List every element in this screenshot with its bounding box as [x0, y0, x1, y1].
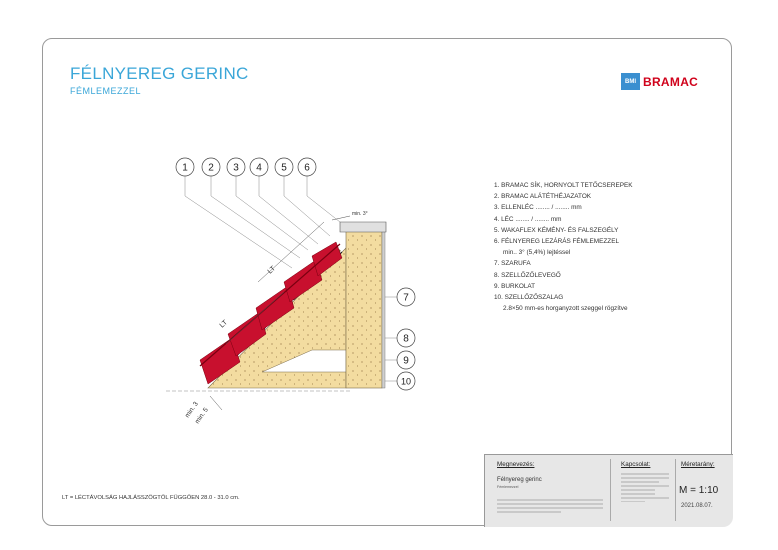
wall-timber-texture — [346, 226, 382, 388]
svg-text:10: 10 — [400, 376, 412, 387]
lt-label-upper: LT — [266, 265, 278, 276]
fine-print — [497, 499, 603, 513]
legend-item-6: 6. FÉLNYEREG LEZÁRÁS FÉMLEMEZZEL — [494, 237, 620, 245]
contact-fine-print — [621, 473, 669, 502]
svg-text:9: 9 — [403, 355, 409, 367]
legend-item-9: 9. BURKOLAT — [494, 282, 536, 290]
legend-item-10: 10. SZELLŐZŐSZALAG — [494, 293, 564, 301]
svg-text:8: 8 — [403, 333, 409, 345]
title-block-separator-2 — [675, 459, 676, 521]
callout-2 — [202, 158, 220, 176]
legend-item-7: 7. SZARUFA — [494, 260, 531, 268]
legend-item-3: 3. ELLENLÉC ........ / ........ mm — [494, 204, 582, 212]
cladding — [382, 230, 385, 388]
min-angle-label: min. 3° — [352, 211, 368, 217]
scale-header: Méretarány: — [681, 461, 715, 468]
svg-text:4: 4 — [256, 162, 262, 174]
callout-8 — [397, 329, 415, 347]
page-subtitle: FÉMLEMEZZEL — [70, 86, 142, 96]
callout-10 — [397, 372, 415, 390]
legend-item-6-note: min.. 3° (5,4%) lejtéssel — [503, 249, 571, 257]
svg-text:3: 3 — [233, 162, 239, 174]
callout-9 — [397, 351, 415, 369]
min-3-label: min. 3 — [183, 400, 200, 420]
bmi-logo-badge: BMI — [621, 73, 640, 90]
legend-item-1: 1. BRAMAC SÍK, HORNYOLT TETŐCSEREPEK — [494, 182, 633, 189]
metal-ridge-cap — [340, 222, 386, 232]
callout-6 — [298, 158, 316, 176]
name-sub: Fémlemezzel — [497, 485, 519, 489]
min-5-label: min. 5 — [193, 406, 210, 426]
svg-text:7: 7 — [403, 292, 409, 304]
title-block-separator-1 — [610, 459, 611, 521]
callout-5 — [275, 158, 293, 176]
callout-3 — [227, 158, 245, 176]
legend-item-2: 2. BRAMAC ALÁTÉTHÉJAZATOK — [494, 193, 592, 201]
lt-label-lower: LT — [218, 319, 230, 330]
callout-1 — [176, 158, 194, 176]
name-value: Félnyereg gerinc — [497, 477, 542, 483]
name-header: Megnevezés: — [497, 461, 535, 468]
contact-header: Kapcsolat: — [621, 461, 651, 468]
title-block — [484, 454, 733, 527]
svg-text:2: 2 — [208, 162, 214, 174]
drawing-date: 2021.08.07. — [681, 503, 713, 509]
lt-footer-note: LT = LÉCTÁVOLSÁG HAJLÁSSZÖGTŐL FÜGGŐEN 28.0 - 31.0 cm. — [62, 495, 240, 501]
svg-text:6: 6 — [304, 162, 310, 174]
callout-7 — [397, 288, 415, 306]
svg-text:1: 1 — [182, 162, 188, 174]
legend-item-5: 5. WAKAFLEX KÉMÉNY- ÉS FALSZEGÉLY — [494, 226, 619, 234]
bramac-logo-text: BRAMAC — [643, 74, 699, 89]
legend-item-10-note: 2.8×50 mm-es horganyzott szeggel rögzítve — [503, 305, 628, 313]
scale-value: M = 1:10 — [679, 485, 719, 496]
legend-item-8: 8. SZELLŐZŐLEVEGŐ — [494, 271, 561, 279]
page-title: FÉLNYEREG GERINC — [70, 64, 249, 83]
legend-list — [494, 180, 633, 314]
callout-4 — [250, 158, 268, 176]
svg-text:5: 5 — [281, 162, 287, 174]
legend-item-4: 4. LÉC ........ / ........ mm — [494, 215, 562, 223]
